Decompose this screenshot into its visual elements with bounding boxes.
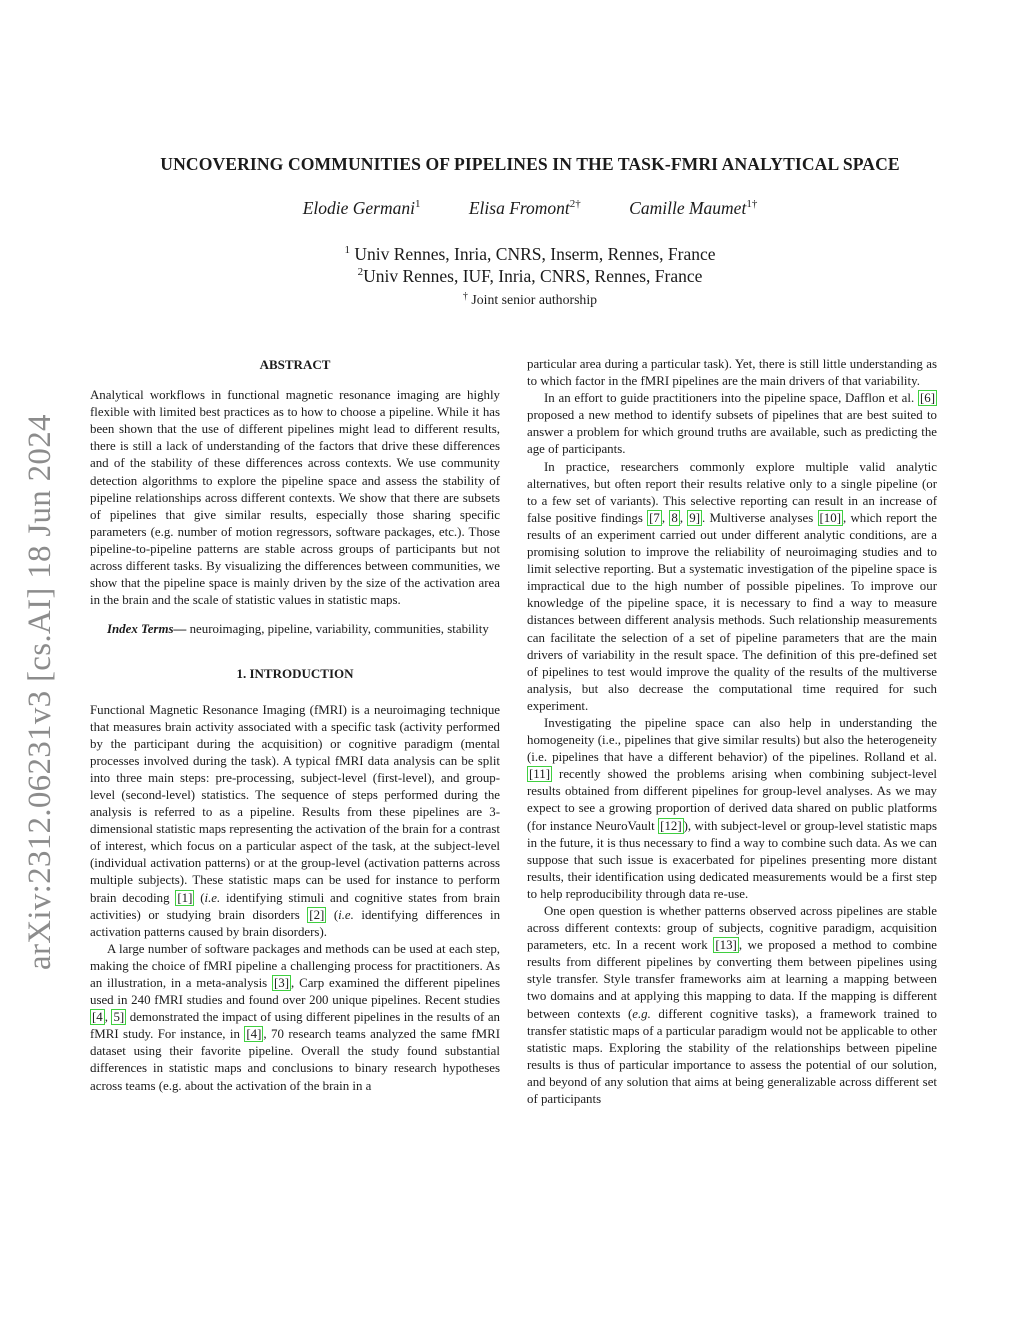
paper-title: UNCOVERING COMMUNITIES OF PIPELINES IN THE TASK-FMRI ANALYTICAL SPACE (160, 154, 900, 174)
citation-link[interactable]: [11] (529, 767, 550, 782)
citation-link[interactable]: 8 (671, 510, 678, 525)
body-paragraph: particular area during a particular task). Yet, there is still little understanding as to which factor in the fMRI pipelines are the main drivers of that variability. (527, 357, 937, 389)
citation-link[interactable]: [4 (92, 1010, 103, 1025)
arxiv-identifier: arXiv:2312.06231v3 [cs.AI] 18 Jun 2024 (22, 414, 58, 970)
citation-link[interactable]: [13] (715, 938, 737, 953)
citation-link[interactable]: [3] (274, 976, 290, 990)
index-terms: Index Terms— neuroimaging, pipeline, variability, communities, stability (107, 622, 489, 637)
author: Camille Maumet$^{1\dagger}$ (629, 198, 758, 218)
body-paragraph: In an effort to guide practitioners into the pipeline space, Dafflon et al. [6] proposed a new method to identify subsets of pipelines that are best suited to answer a problem for which ground truths are available, such as predicting the age of participants. (527, 391, 937, 457)
author: Elisa Fromont$^{2\dagger}$ (468, 198, 581, 218)
left-column (90, 356, 500, 1095)
citation-link[interactable]: [1] (177, 890, 193, 905)
affiliation-line: $^2$Univ Rennes, IUF, Inria, CNRS, Rennes, France (357, 266, 703, 286)
citation-link[interactable]: [4] (246, 1027, 262, 1042)
introduction-heading: 1. INTRODUCTION (236, 666, 354, 682)
affiliations (100, 243, 960, 287)
intro-paragraph: A large number of software packages and methods can be used at each step, making the choice of fMRI pipeline a challenging process for practitioners. As an illustration, in a meta-analysis [3] , Carp examined the different pipelines used in 240 fMRI studies and found over 200 unique pipelines. Recent studies [4 , 5] demonstrated the impact of using different pipelines in the results of an fMRI study. For instance, in [4] , 70 research teams analyzed the same fMRI dataset using their favorite pipeline. Overall the study found substantial differences in statistic maps and conclusions to binary research hypotheses across teams (e.g. about the activation of the brain in a (90, 941, 501, 1093)
right-column (527, 356, 937, 1108)
citation-link[interactable]: 9] (689, 510, 701, 525)
author-list (100, 198, 960, 219)
citation-link[interactable]: [6] (919, 391, 935, 406)
body-paragraph: In practice, researchers commonly explore multiple valid analytic alternatives, but often report their results relative only to a single pipeline (or to a few set of variants). This selective reporting can result in an increase of false positive findings [7 , 8 , 9] . Multiverse analyses [10] , which report the results of an experiment carried out under different analytic conditions, are a promising solution to improve the reliability of neuroimaging studies and to limit selective reporting. But a systematic investigation of the pipeline space is impractical due to the high number of possible pipelines. To improve our knowledge of the pipeline space, it is necessary to find a way to measure distances between different analysis methods. Such relationship measurements can facilitate the selection of a set of pipeline parameters that are the main drivers of variability in the result space. The definition of this pre-defined set of pipelines to test would improve the quality of the results of the multiverse analysis, but also decrease the computational time required for such experiment. (527, 459, 937, 713)
abstract-text: Analytical workflows in functional magnetic resonance imaging are highly flexible with limited best practices as to how to choose a pipeline. While it has been shown that the use of different pipelines might lead to different results, there is still a lack of understanding of the factors that drive these differences and of the stability of these differences across contexts. We use community detection algorithms to explore the pipeline space and assess the stability of pipeline relationships across different contexts. We show that there are subsets of pipelines that give similar results, especially those sharing specific parameters (e.g. number of motion regressors, software packages, etc.). Those pipeline-to-pipeline patterns are stable across groups of participants but not across different tasks. By visualizing the differences between communities, we show that the pipeline space is mainly driven by the size of the activation area in the brain and the scale of statistic values in statistic maps. (90, 388, 500, 608)
citation-link[interactable]: [10] (819, 510, 841, 525)
affiliation-line: $^1$ Univ Rennes, Inria, CNRS, Inserm, Rennes, France (344, 244, 716, 264)
joint-authorship-note: † Joint senior authorship (462, 291, 598, 307)
body-paragraph: Investigating the pipeline space can also help in understanding the homogeneity (i.e., pipelines that give similar results) but also the heterogeneity (i.e. pipelines that have a different behavior) of the pipelines. Rolland et al. [11] recently showed the problems arising when combining subject-level results obtained from different pipelines for group-level analyses. As we may expect to see a growing proportion of derived data shared on public platforms (for instance NeuroVault [12] ), with subject-level or group-level statistic maps in the future, it is thus necessary to find a way to combine such data. As we can suppose that such issue is exacerbated for pipelines presenting more distant results, their identification using dedicated measurements would be a first step to help reproducibility through data re-use. (527, 715, 938, 901)
intro-paragraph: Functional Magnetic Resonance Imaging (fMRI) is a neuroimaging technique that measures brain activity associated with a specific task (activity performed by the participant during the acquisition) or cognitive paradigm (mental processes involved during the task). A typical fMRI data analysis can be split into three main steps: pre-processing, subject-level (first-level), and group-level (second-level) statistics. The sequence of steps performed during the analysis is referred to as a pipeline. Results from these pipelines are 3-dimensional statistic maps representing the activation of the brain for a contrast of interest, which focus on a particular aspect of the task, at the subject-level (individual activation patterns) or at the group-level (activation patterns across multiple subjects). These statistic maps can be used for instance to perform brain decoding [1] (i.e. identifying stimuli and cognitive states from brain activities) or studying brain disorders [2] (i.e. identifying differences in activation patterns caused by brain disorders). (90, 702, 501, 939)
citation-link[interactable]: [12] (660, 818, 682, 833)
citation-link[interactable]: 5] (113, 1010, 125, 1025)
citation-link[interactable]: [7 (649, 510, 660, 525)
abstract-heading: ABSTRACT (259, 357, 331, 372)
author: Elodie Germani$^1$ (302, 198, 421, 218)
citation-link[interactable]: [2] (309, 907, 325, 922)
body-paragraph: One open question is whether patterns observed across pipelines are stable across different contexts: group of subjects, cognitive paradigm, acquisition parameters, etc. In a recent work [13] , we proposed a method to combine results from different pipelines by converting them between pipelines using style transfer. Style transfer frameworks aim at learning a mapping between two domains and at applying this mapping to data. If the mapping is different between contexts (e.g. different cognitive tasks), a framework trained to transfer statistic maps of a particular paradigm would not be applicable to other statistic maps. Exploring the stability of the relationships between pipeline results is thus of particular importance to assess the potential of our solution, and beyond of any solution that aims at being generalizable across different set of participants (527, 904, 937, 1107)
